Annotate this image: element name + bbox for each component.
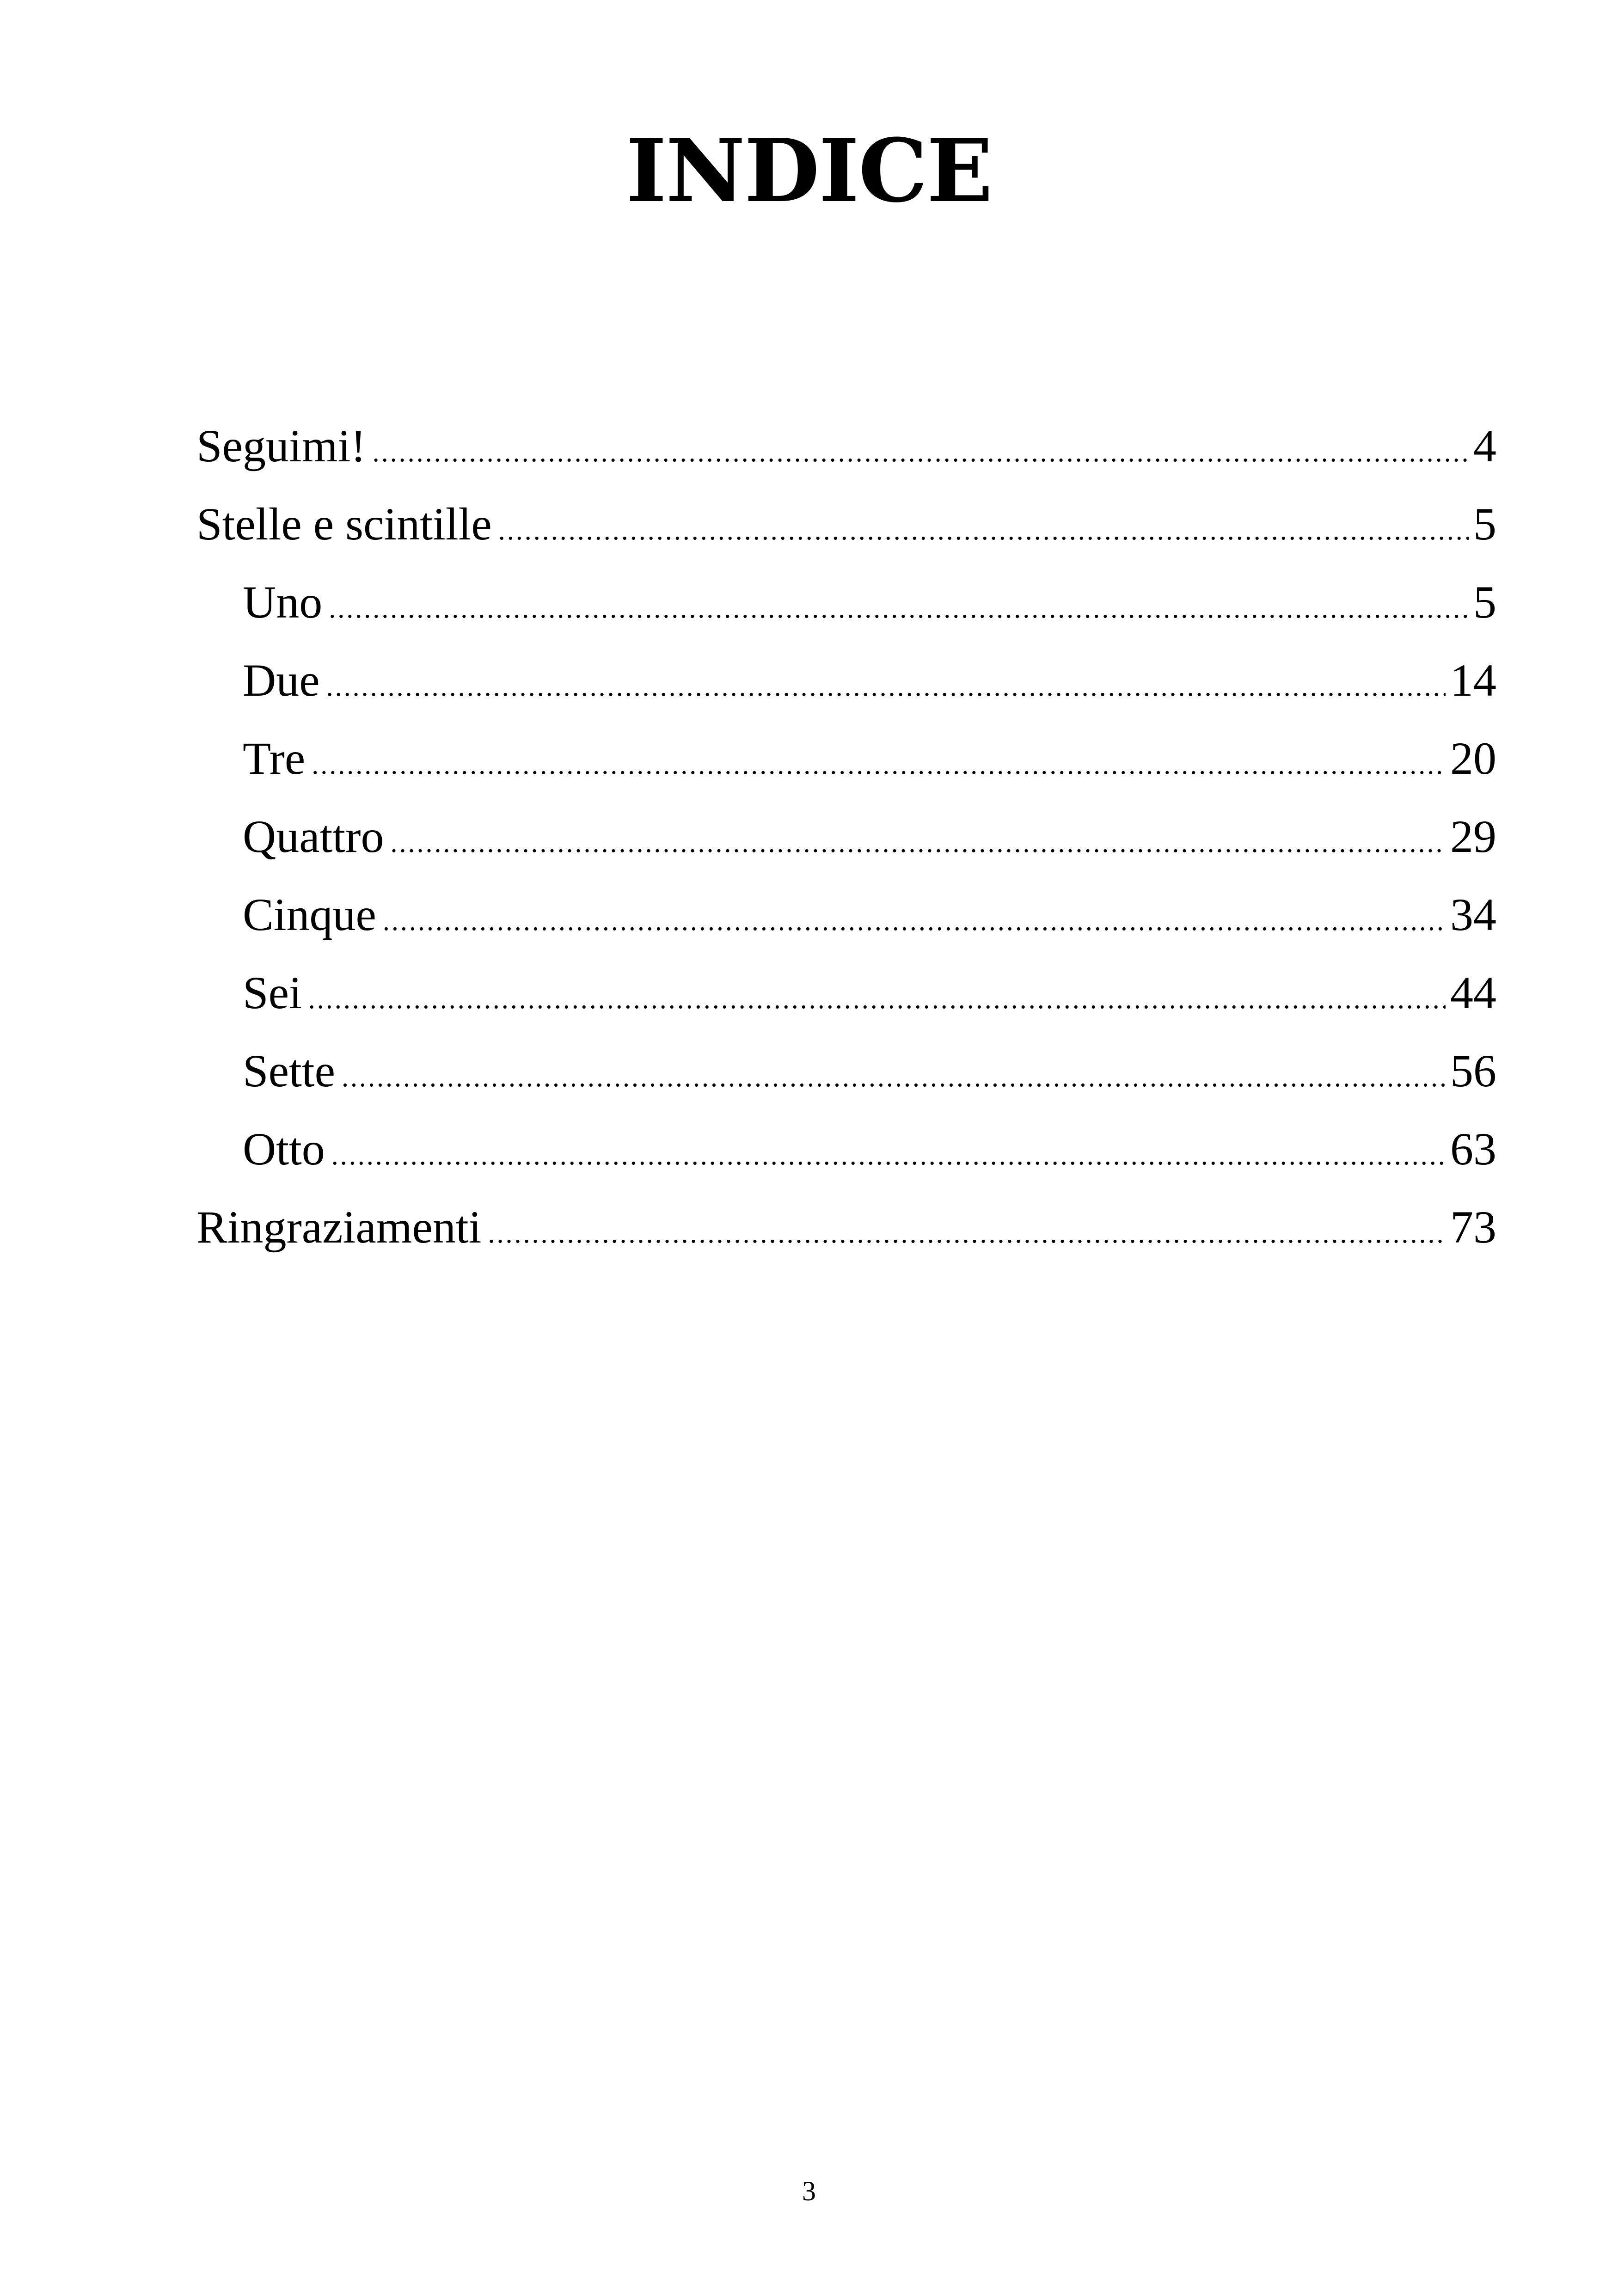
dot-leader [329,569,1469,648]
toc-entry-label: Sei [243,967,302,1018]
toc-entry-quattro[interactable] [196,797,1496,876]
toc-entry-seguimi[interactable] [196,407,1496,485]
toc-entry-label: Stelle e scintille [196,498,492,550]
toc-entry-label: Seguimi! [196,420,366,471]
dot-leader [488,1194,1446,1273]
toc-entry-due[interactable] [196,641,1496,719]
dot-leader [498,491,1469,569]
toc-entry-page: 34 [1450,889,1496,940]
toc-entry-page: 20 [1450,733,1496,784]
toc-entry-label: Quattro [243,811,384,862]
dot-leader [312,726,1446,804]
dot-leader [373,413,1469,491]
toc-entry-label: Due [243,655,320,706]
dot-leader [342,1038,1446,1116]
toc-entry-sette[interactable] [196,1032,1496,1110]
toc-entry-page: 29 [1450,811,1496,862]
dot-leader [326,648,1446,726]
toc-entry-stelle-e-scintille[interactable] [196,485,1496,563]
page-title: INDICE [626,120,992,222]
toc-entry-page: 63 [1450,1123,1496,1175]
toc-entry-label: Sette [243,1045,335,1096]
dot-leader [390,804,1446,882]
table-of-contents [196,407,1496,1266]
toc-entry-page: 5 [1473,576,1496,628]
toc-entry-page: 56 [1450,1045,1496,1096]
page-number: 3 [802,2176,816,2206]
toc-entry-tre[interactable] [196,719,1496,797]
toc-entry-otto[interactable] [196,1110,1496,1188]
toc-entry-label: Cinque [243,889,376,940]
toc-entry-page: 5 [1473,498,1496,550]
toc-entry-uno[interactable] [196,563,1496,641]
toc-entry-page: 14 [1450,655,1496,706]
toc-entry-page: 73 [1450,1201,1496,1253]
dot-leader [331,1116,1446,1194]
toc-entry-cinque[interactable] [196,876,1496,954]
dot-leader [383,882,1446,960]
toc-entry-label: Uno [243,576,323,628]
toc-entry-page: 4 [1473,420,1496,471]
dot-leader [308,960,1446,1038]
toc-entry-page: 44 [1450,967,1496,1018]
toc-entry-ringraziamenti[interactable] [196,1188,1496,1266]
toc-entry-label: Otto [243,1123,325,1175]
toc-entry-sei[interactable] [196,954,1496,1032]
toc-entry-label: Tre [243,733,306,784]
toc-entry-label: Ringraziamenti [196,1201,482,1253]
